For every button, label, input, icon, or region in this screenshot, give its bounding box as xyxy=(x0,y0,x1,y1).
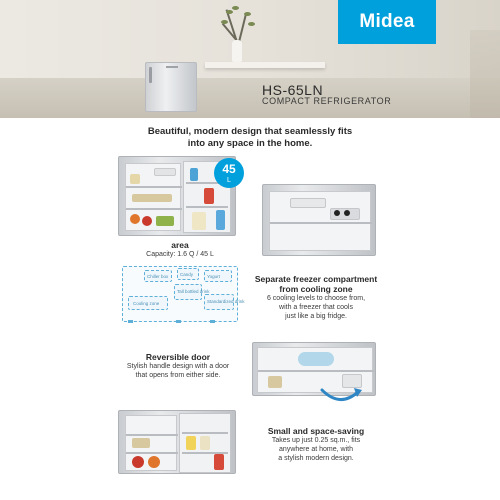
area-capacity: Capacity: 1.6 Q / 45 L xyxy=(146,251,214,258)
drink-bottle xyxy=(190,168,198,181)
product-subtitle: COMPACT REFRIGERATOR xyxy=(262,96,392,106)
drink-bottle xyxy=(214,454,224,470)
door-swing-highlight xyxy=(298,352,334,366)
zone-yogurt xyxy=(204,270,232,282)
shelf xyxy=(126,186,182,188)
headline xyxy=(0,126,500,150)
food-item xyxy=(130,174,140,184)
hero-floor xyxy=(0,78,500,118)
zone-tall-bottle-label: Tall bottled drink xyxy=(177,289,210,294)
area-title: area xyxy=(171,240,189,250)
fridge-cavity xyxy=(125,415,177,471)
fridge-cavity xyxy=(125,163,181,231)
zone-chiller xyxy=(144,270,172,282)
hero-curtain xyxy=(470,30,500,118)
freezer-block xyxy=(236,274,396,321)
food-item xyxy=(268,376,282,388)
fridge-freezer-photo xyxy=(262,184,376,256)
shelf xyxy=(258,370,374,372)
small-title: Small and space-saving xyxy=(267,426,365,436)
diagram-foot xyxy=(176,320,181,323)
vegetable xyxy=(156,216,174,226)
fridge-logo xyxy=(166,66,178,68)
freezer-desc-1: 6 cooling levels to choose from, xyxy=(266,295,366,302)
shelf xyxy=(126,208,182,210)
leaf xyxy=(226,10,233,14)
zone-candy-label: Candy xyxy=(180,272,194,277)
fridge-handle xyxy=(149,67,152,83)
brand-logo xyxy=(338,0,436,44)
vase xyxy=(232,40,242,62)
fridge-small-photo xyxy=(118,410,236,474)
shelf xyxy=(270,222,372,224)
food-item xyxy=(132,438,150,448)
zone-standard-bottle-label: Standardized drink xyxy=(207,299,245,304)
leaf xyxy=(221,20,228,24)
shelf xyxy=(126,452,178,454)
freezer-title-1: Separate freezer compartment xyxy=(254,274,378,284)
door-shelf xyxy=(182,432,228,434)
area-block xyxy=(120,240,240,259)
zone-standard-bottle xyxy=(204,294,245,310)
zone-tall-bottle xyxy=(174,284,210,300)
capacity-value: 45 xyxy=(222,162,236,176)
drink-bottle xyxy=(204,188,214,204)
freezer-title-2: from cooling zone xyxy=(279,284,353,294)
hero-fridge-image xyxy=(145,62,197,112)
small-desc-1: Takes up just 0.25 sq.m., fits xyxy=(271,437,361,444)
zone-candy xyxy=(177,268,199,280)
door-title: Reversible door xyxy=(145,352,211,362)
dial-knob xyxy=(334,210,340,216)
capacity-unit: L xyxy=(227,177,231,184)
headline-line-2: into any space in the home. xyxy=(187,138,313,149)
headline-line-1: Beautiful, modern design that seamlessly fits xyxy=(147,126,353,137)
model-number: HS-65LN xyxy=(262,82,324,98)
milk-carton xyxy=(192,212,206,230)
milk-carton xyxy=(200,436,210,450)
door-shelf xyxy=(186,206,228,208)
fridge-door xyxy=(179,413,231,473)
zone-yogurt-label: Yogurt xyxy=(207,274,220,279)
freezer-desc-3: just like a big fridge. xyxy=(285,313,347,320)
shelf xyxy=(126,434,178,436)
fridge-cavity xyxy=(269,191,371,251)
small-block xyxy=(246,426,386,463)
dial-knob xyxy=(344,210,350,216)
chiller-box xyxy=(154,168,176,176)
apple-fruit xyxy=(142,216,152,226)
freezer-desc-2: with a freezer that cools xyxy=(279,304,353,311)
rotate-arrow-icon xyxy=(318,384,364,406)
leaf xyxy=(244,12,251,16)
brand-name: Midea xyxy=(359,11,415,32)
food-item xyxy=(132,194,172,202)
door-desc-2: that opens from either side. xyxy=(135,372,221,379)
leaf xyxy=(232,6,239,10)
zone-cooling xyxy=(128,296,168,310)
console-shelf xyxy=(205,62,325,68)
diagram-foot xyxy=(128,320,133,323)
capacity-badge xyxy=(214,158,244,188)
drink-bottle xyxy=(186,436,196,450)
orange-fruit xyxy=(130,214,140,224)
zone-diagram xyxy=(122,266,245,326)
drink-bottle xyxy=(216,210,225,230)
apple-fruit xyxy=(132,456,144,468)
freezer-compartment xyxy=(290,198,326,208)
small-desc-3: a stylish modern design. xyxy=(278,455,354,462)
zone-cooling-label: Cooling zone xyxy=(133,301,160,306)
small-desc-2: anywhere at home, with xyxy=(279,446,353,453)
diagram-foot xyxy=(210,320,215,323)
door-desc-1: Stylish handle design with a door xyxy=(126,363,230,370)
door-block xyxy=(108,352,248,380)
orange-fruit xyxy=(148,456,160,468)
leaf xyxy=(248,22,255,26)
zone-chiller-label: Chiller box xyxy=(147,274,169,279)
